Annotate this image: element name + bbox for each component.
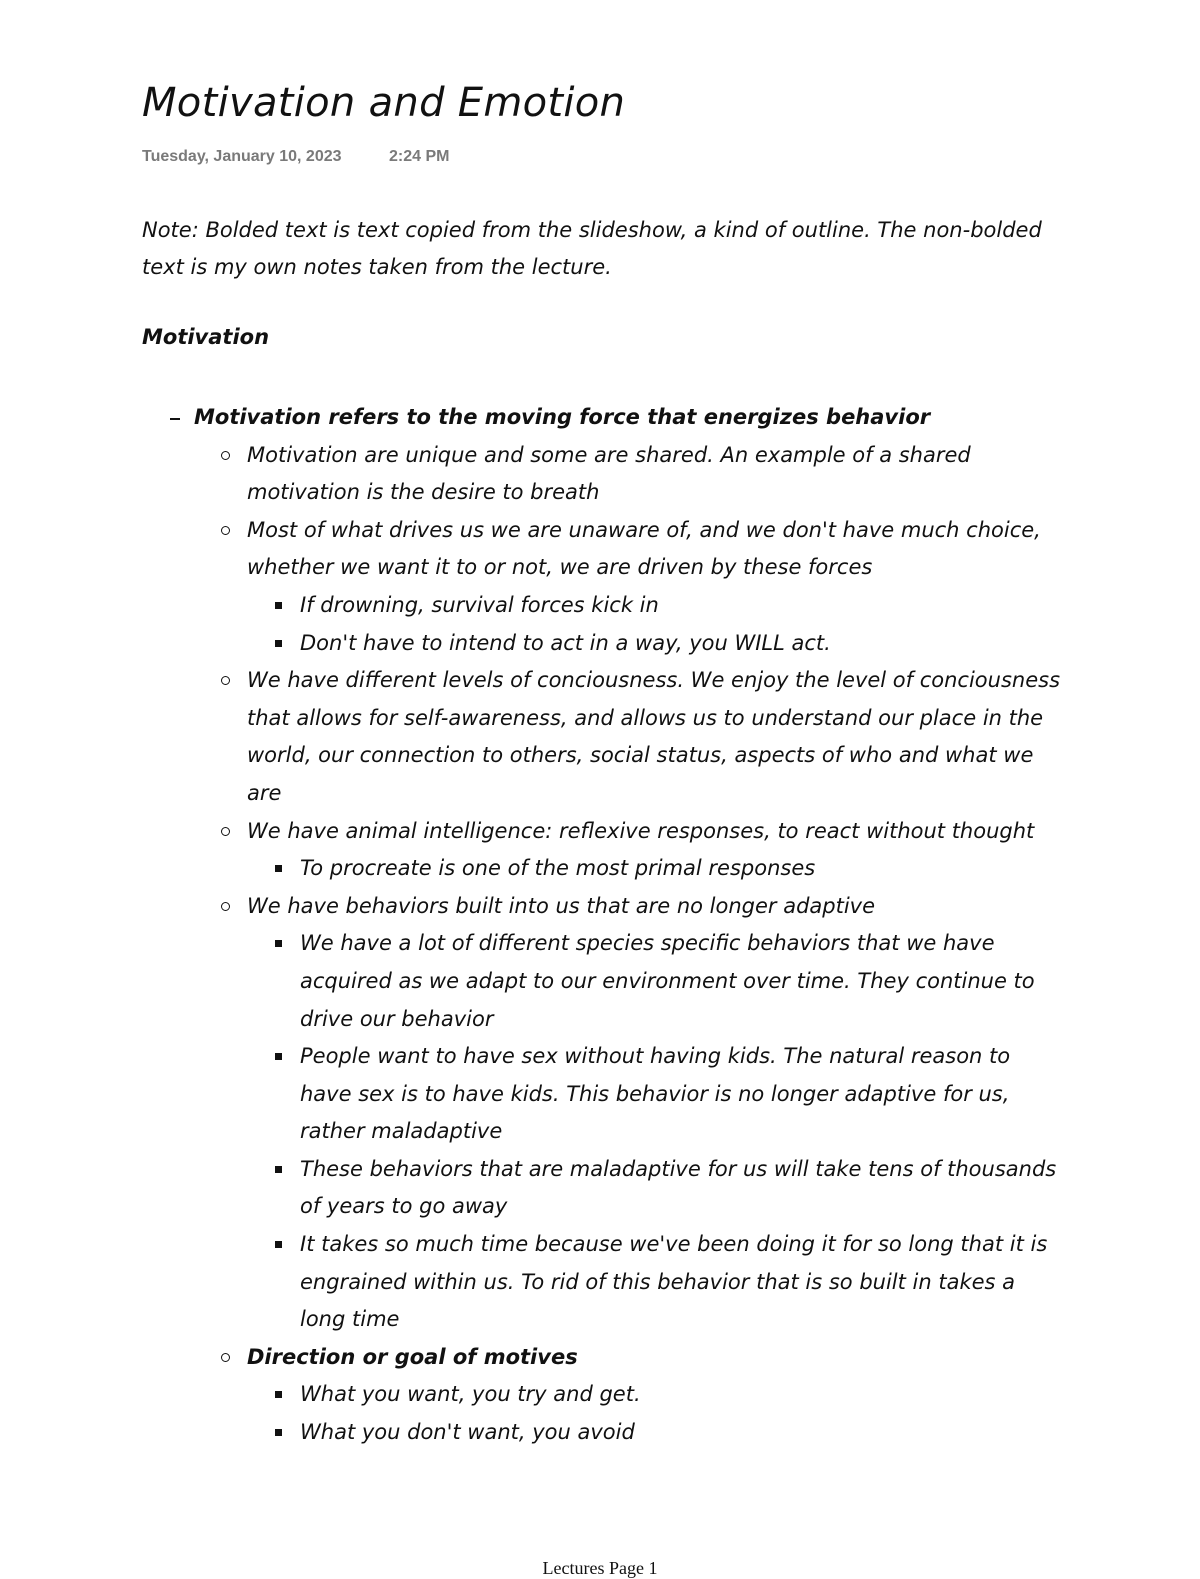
outline-item	[0, 1151, 1200, 1226]
circle-bullet	[221, 451, 230, 460]
page-time: 2:24 PM	[389, 148, 450, 165]
outline-item-text: What you don't want, you avoid	[300, 1420, 635, 1445]
outline-item	[0, 925, 1200, 1038]
outline-item	[0, 1339, 1200, 1377]
outline-item-text: We have behaviors built into us that are no longer adaptive	[247, 893, 876, 918]
page-footer: Lectures Page 1	[542, 1558, 658, 1578]
outline-item-text: Don't have to intend to act in a way, you WILL act.	[300, 630, 831, 655]
outline-item	[0, 625, 1200, 663]
outline-item-text: We have a lot of different species specific behaviors that we have acquired as we adapt to our environment over time. They continue to drive our behavior	[300, 931, 1035, 1031]
outline-item-text: If drowning, survival forces kick in	[300, 592, 659, 617]
outline-item-text: It takes so much time because we've been doing it for so long that it is engrained within us. To rid of this behavior that is so built in takes a long time	[300, 1232, 1048, 1332]
notes-outline	[0, 399, 1200, 1452]
outline-item	[0, 813, 1200, 851]
outline-item-text: Motivation refers to the moving force that energizes behavior	[194, 405, 931, 429]
outline-item	[0, 888, 1200, 926]
dash-bullet	[170, 418, 180, 420]
circle-bullet	[221, 676, 230, 685]
circle-bullet	[221, 1353, 230, 1362]
square-bullet	[275, 602, 282, 609]
square-bullet	[275, 1241, 282, 1248]
outline-item-text: People want to have sex without having kids. The natural reason to have sex is to have kids. This behavior is no longer adaptive for us, rather maladaptive	[300, 1044, 1011, 1144]
outline-item	[0, 1414, 1200, 1452]
outline-item-text: Direction or goal of motives	[247, 1344, 578, 1369]
intro-note: Note: Bolded text is text copied from the slideshow, a kind of outline. The non-bolded text is my own notes taken from the lecture.	[142, 218, 1042, 279]
circle-bullet	[221, 526, 230, 535]
outline-item	[0, 437, 1200, 512]
outline-item	[0, 662, 1200, 812]
outline-item-text: To procreate is one of the most primal responses	[300, 856, 816, 881]
square-bullet	[275, 865, 282, 872]
section-heading-motivation: Motivation	[142, 325, 270, 349]
outline-item	[0, 1376, 1200, 1414]
outline-item-text: We have different levels of conciousness. We enjoy the level of conciousness that allows for self-awareness, and allows us to understand our place in the world, our connection to others, social status, aspects of who and what we are	[247, 668, 1061, 805]
circle-bullet	[221, 827, 230, 836]
square-bullet	[275, 640, 282, 647]
outline-item	[0, 850, 1200, 888]
outline-item	[0, 587, 1200, 625]
square-bullet	[275, 1166, 282, 1173]
outline-item	[0, 399, 1200, 437]
circle-bullet	[221, 902, 230, 911]
outline-item-text: What you want, you try and get.	[300, 1382, 641, 1407]
square-bullet	[275, 1053, 282, 1060]
page-title: Motivation and Emotion	[142, 80, 626, 126]
square-bullet	[275, 1429, 282, 1436]
square-bullet	[275, 1391, 282, 1398]
outline-item	[0, 1226, 1200, 1339]
outline-item	[0, 1038, 1200, 1151]
outline-item-text: We have animal intelligence: reflexive responses, to react without thought	[247, 818, 1035, 843]
outline-item-text: These behaviors that are maladaptive for us will take tens of thousands of years to go away	[300, 1156, 1057, 1219]
square-bullet	[275, 940, 282, 947]
outline-item-text: Most of what drives us we are unaware of, and we don't have much choice, whether we want it to or not, we are driven by these forces	[247, 517, 1041, 580]
outline-item-text: Motivation are unique and some are shared. An example of a shared motivation is the desire to breath	[247, 442, 971, 505]
outline-item	[0, 512, 1200, 587]
page-date: Tuesday, January 10, 2023	[142, 148, 342, 165]
